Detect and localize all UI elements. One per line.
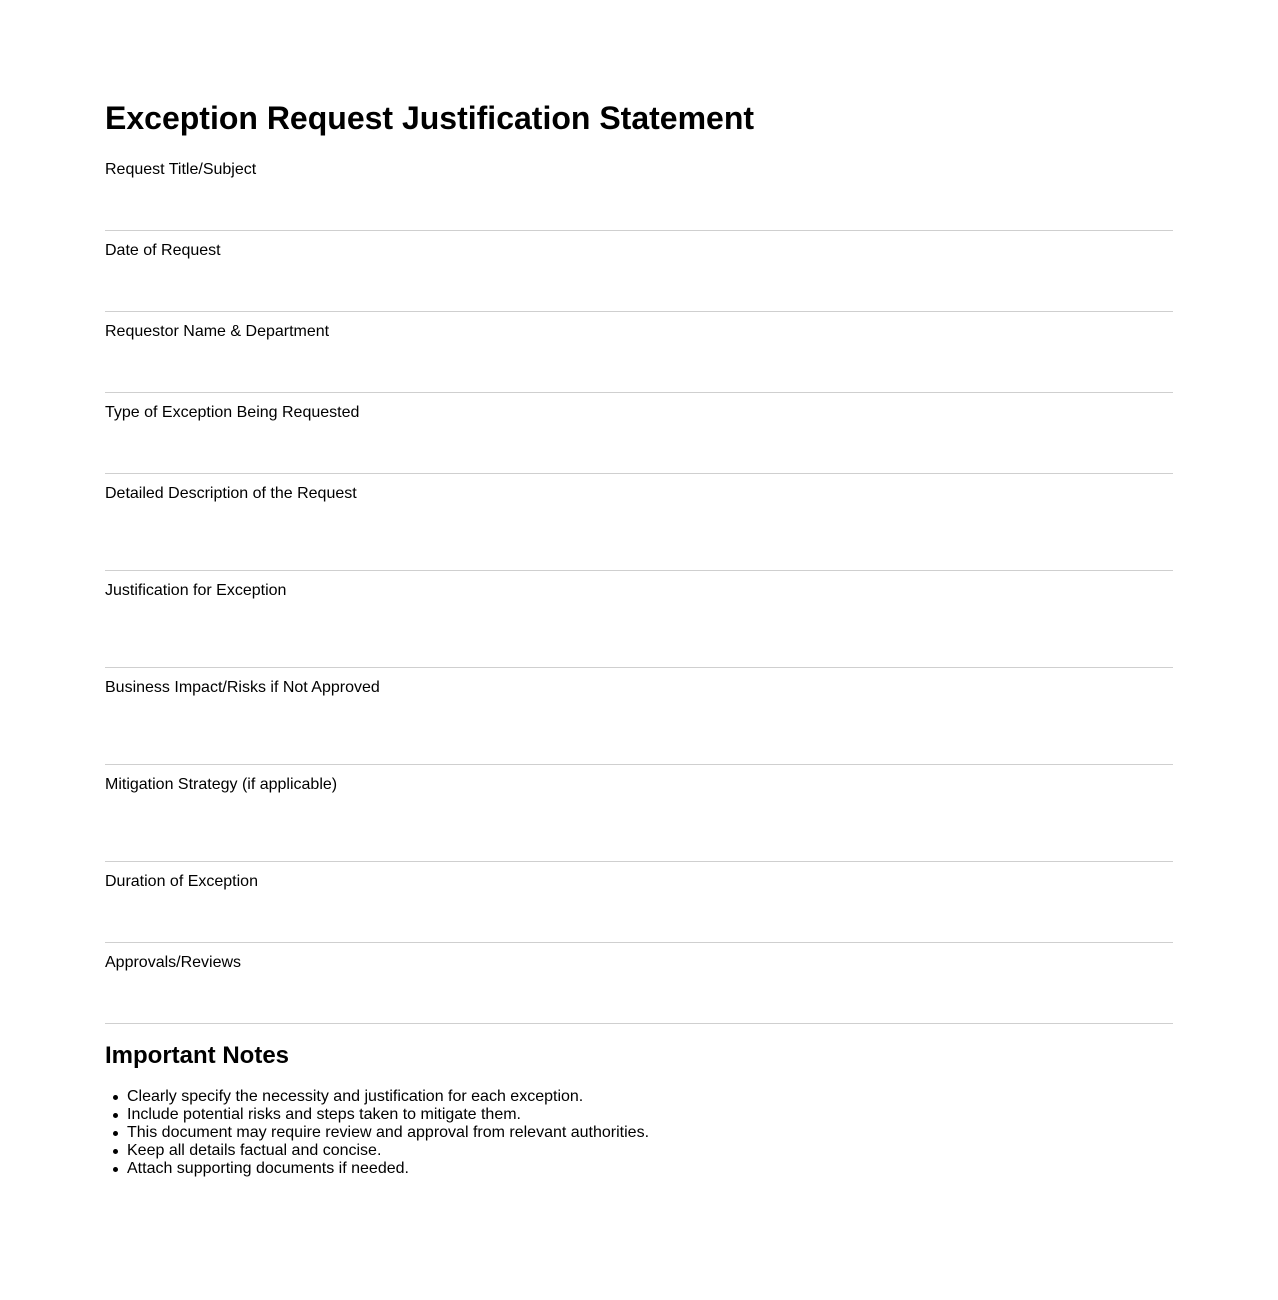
list-item — [127, 1124, 649, 1142]
field-business-impact[interactable] — [105, 668, 1173, 765]
field-label: Requestor Name & Department — [105, 323, 330, 340]
list-item — [127, 1160, 649, 1178]
note-text: This document may require review and approval from relevant authorities. — [127, 1124, 650, 1141]
field-label: Approvals/Reviews — [105, 954, 242, 971]
field-mitigation-strategy[interactable] — [105, 765, 1173, 862]
list-item — [127, 1106, 649, 1124]
bullet-icon — [113, 1095, 118, 1100]
field-detailed-description[interactable] — [105, 474, 1173, 571]
field-justification[interactable] — [105, 571, 1173, 668]
field-requestor-name-department[interactable] — [105, 312, 1173, 393]
bullet-icon — [113, 1167, 118, 1172]
note-text: Include potential risks and steps taken to mitigate them. — [127, 1106, 521, 1123]
field-label: Date of Request — [105, 242, 221, 259]
field-exception-type[interactable] — [105, 393, 1173, 474]
field-label: Type of Exception Being Requested — [105, 404, 360, 421]
bullet-icon — [113, 1131, 118, 1136]
field-label: Detailed Description of the Request — [105, 485, 357, 502]
field-date-of-request[interactable] — [105, 231, 1173, 312]
notes-heading: Important Notes — [105, 1042, 290, 1069]
list-item — [127, 1088, 649, 1106]
document-title: Exception Request Justification Statement — [105, 100, 755, 136]
field-label: Duration of Exception — [105, 873, 258, 890]
notes-list — [105, 1088, 649, 1178]
field-label: Justification for Exception — [105, 582, 287, 599]
form-fields — [105, 150, 1173, 1024]
field-label: Request Title/Subject — [105, 161, 257, 178]
field-label: Business Impact/Risks if Not Approved — [105, 679, 380, 696]
note-text: Clearly specify the necessity and justification for each exception. — [127, 1088, 584, 1105]
field-request-title[interactable] — [105, 150, 1173, 231]
note-text: Attach supporting documents if needed. — [127, 1160, 409, 1177]
list-item — [127, 1142, 649, 1160]
field-approvals-reviews[interactable] — [105, 943, 1173, 1024]
field-duration[interactable] — [105, 862, 1173, 943]
field-label: Mitigation Strategy (if applicable) — [105, 776, 338, 793]
bullet-icon — [113, 1113, 118, 1118]
bullet-icon — [113, 1149, 118, 1154]
note-text: Keep all details factual and concise. — [127, 1142, 382, 1159]
